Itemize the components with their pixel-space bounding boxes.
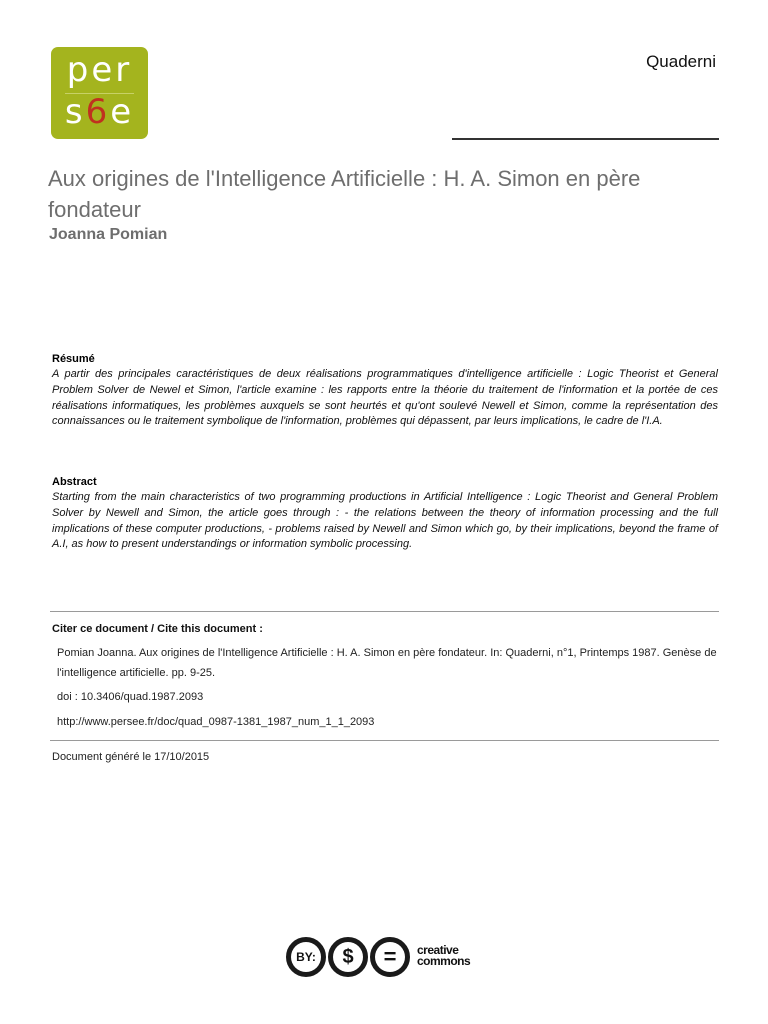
logo-letter-s: s [64, 92, 86, 132]
citation-label: Citer ce document / Cite this document : [52, 623, 263, 635]
cc-nd-icon: = [370, 937, 410, 977]
article-title: Aux origines de l'Intelligence Artificielle : H. A. Simon en père fondateur [48, 166, 641, 222]
cc-nc-icon: $ [328, 937, 368, 977]
logo-letter-six: 6 [85, 92, 111, 132]
logo-line-2 [51, 92, 148, 132]
generated-date: Document généré le 17/10/2015 [52, 751, 210, 763]
article-author: Joanna Pomian [49, 226, 168, 243]
creative-commons-badge[interactable] [286, 936, 486, 978]
abstract-text: Starting from the main characteristics of two programming productions in Artificial Intelligence : Logic Theorist and General Problem Solver by Newell and Simon, the article goes through : - the relations between the theory of information processing and the full implications of these computer productions, - problems raised by Newell and Simon which go, by their implications, beyond the frame of A.I, as how to present understandings or information symbolic processing. [52, 491, 718, 551]
citation-divider-top [50, 611, 719, 612]
persee-logo [51, 47, 148, 139]
cc-word-commons: commons [417, 954, 471, 968]
logo-letter-e: e [110, 92, 135, 132]
abstract-label: Abstract [52, 476, 97, 488]
citation-reference: Pomian Joanna. Aux origines de l'Intelligence Artificielle : H. A. Simon en père fondateur. In: Quaderni, n°1, Printemps 1987. Genèse de l'intelligence artificielle. pp. 9-25. [57, 647, 717, 679]
journal-divider [452, 138, 719, 140]
citation-url[interactable]: http://www.persee.fr/doc/quad_0987-1381_1987_num_1_1_2093 [57, 716, 375, 728]
citation-divider-bottom [50, 740, 719, 741]
cc-by-icon: BY: [286, 937, 326, 977]
citation-doi[interactable]: doi : 10.3406/quad.1987.2093 [57, 691, 204, 703]
logo-line-1: per [66, 50, 133, 90]
resume-text: A partir des principales caractéristiques de deux réalisations programmatiques d'intelligence artificielle : Logic Theorist et General Problem Solver de Newel et Simon, l'article examine : les rapports entre la théorie du traitement de l'information et la portée de ces réalisations informatiques, les problèmes auxquels se sont heurtés et qu'ont soulevé Newell et Simon, comme la représentation des connaissances ou le traitement symbolique de l'information, problèmes qui dépassent, par leurs implications, le cadre de l'I.A. [52, 368, 718, 428]
cc-word-creative: creative [417, 943, 459, 957]
journal-name: Quaderni [646, 52, 716, 71]
resume-label: Résumé [52, 353, 95, 365]
